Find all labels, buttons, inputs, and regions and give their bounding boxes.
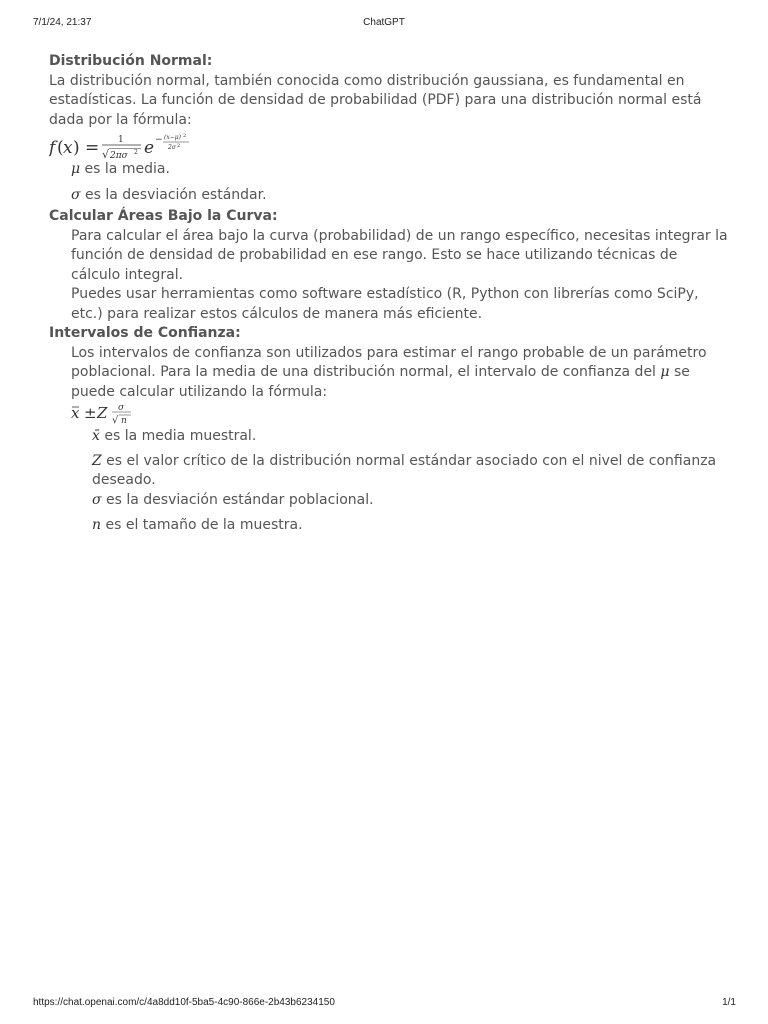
svg-text:x: x xyxy=(71,404,80,422)
symbol-mu: μ xyxy=(71,161,81,177)
symbol-mu: μ xyxy=(660,364,670,380)
paragraph-normal-intro: La distribución normal, también conocida como distribución gaussiana, es fundamental en estadísticas. La función de densidad de probabilidad (PDF) para una distribución normal está dada por la fórmula: xyxy=(49,72,702,128)
symbol-z: Z xyxy=(92,452,102,469)
svg-text:2πσ: 2πσ xyxy=(110,151,128,161)
intervals-text-a: Los intervalos de confianza son utilizados para estimar el rango probable de un parámetro poblacional. Para la media de una distribución normal, el intervalo de confianza del xyxy=(71,344,707,380)
definition-z xyxy=(49,452,729,491)
symbol-xbar: x̄ xyxy=(92,428,100,444)
svg-text:e: e xyxy=(144,138,155,158)
pdf-formula-svg xyxy=(49,131,249,161)
svg-text:f: f xyxy=(49,138,56,158)
definition-sigma-pop xyxy=(49,491,729,511)
definition-mu xyxy=(49,160,729,180)
svg-text:σ: σ xyxy=(118,403,125,413)
definition-text: es la media. xyxy=(80,161,170,177)
svg-text:±: ± xyxy=(84,404,97,422)
svg-text:√: √ xyxy=(102,148,110,161)
definition-sigma xyxy=(49,186,729,206)
svg-text:√: √ xyxy=(112,415,119,426)
svg-text:) =: ) = xyxy=(73,138,100,158)
print-page-number: 1/1 xyxy=(722,997,736,1008)
svg-text:2: 2 xyxy=(177,143,181,149)
definition-text: es el tamaño de la muestra. xyxy=(101,517,303,533)
intervals-text-b: se puede calcular utilizando la fórmula: xyxy=(71,364,690,400)
print-url: https://chat.openai.com/c/4a8dd10f-5ba5-4c90-866e-2b43b6234150 xyxy=(33,997,335,1008)
svg-text:(: ( xyxy=(57,138,64,158)
paragraph-areas-2: Puedes usar herramientas como software estadístico (R, Python con librerías como SciPy, etc.) para realizar estos cálculos de manera más eficiente. xyxy=(71,286,699,322)
svg-text:(x−μ): (x−μ) xyxy=(164,134,181,141)
section-heading-normal: Distribución Normal: xyxy=(49,53,213,69)
symbol-n: n xyxy=(92,517,102,533)
pdf-formula xyxy=(49,131,729,161)
section-heading-intervals: Intervalos de Confianza: xyxy=(49,325,241,341)
symbol-sigma: σ xyxy=(92,491,102,508)
svg-text:1: 1 xyxy=(118,135,124,145)
definition-text: es la media muestral. xyxy=(99,428,257,444)
ci-formula xyxy=(71,402,729,426)
print-datetime: 7/1/24, 21:37 xyxy=(33,17,92,28)
document-content xyxy=(49,52,729,536)
svg-text:n: n xyxy=(121,416,127,426)
section-heading-areas: Calcular Áreas Bajo la Curva: xyxy=(49,208,278,224)
svg-text:x: x xyxy=(63,138,73,158)
svg-text:2: 2 xyxy=(134,149,138,156)
svg-text:2σ: 2σ xyxy=(168,144,176,151)
definition-n xyxy=(49,516,729,536)
svg-text:−: − xyxy=(155,135,163,145)
symbol-sigma: σ xyxy=(71,186,81,203)
definition-text: es el valor crítico de la distribución normal estándar asociado con el nivel de confianza deseado. xyxy=(92,452,717,488)
paragraph-areas-1: Para calcular el área bajo la curva (probabilidad) de un rango específico, necesitas integrar la función de densidad de probabilidad en ese rango. Esto se hace utilizando técnicas de cálculo integral. xyxy=(71,227,728,283)
paragraph-intervals xyxy=(49,344,729,403)
definition-text: es la desviación estándar. xyxy=(80,186,267,203)
definition-xbar xyxy=(49,427,729,447)
definition-text: es la desviación estándar poblacional. xyxy=(101,491,374,508)
print-title: ChatGPT xyxy=(363,17,405,28)
ci-formula-svg xyxy=(71,402,171,426)
svg-text:2: 2 xyxy=(183,133,187,139)
svg-text:Z: Z xyxy=(97,404,108,422)
